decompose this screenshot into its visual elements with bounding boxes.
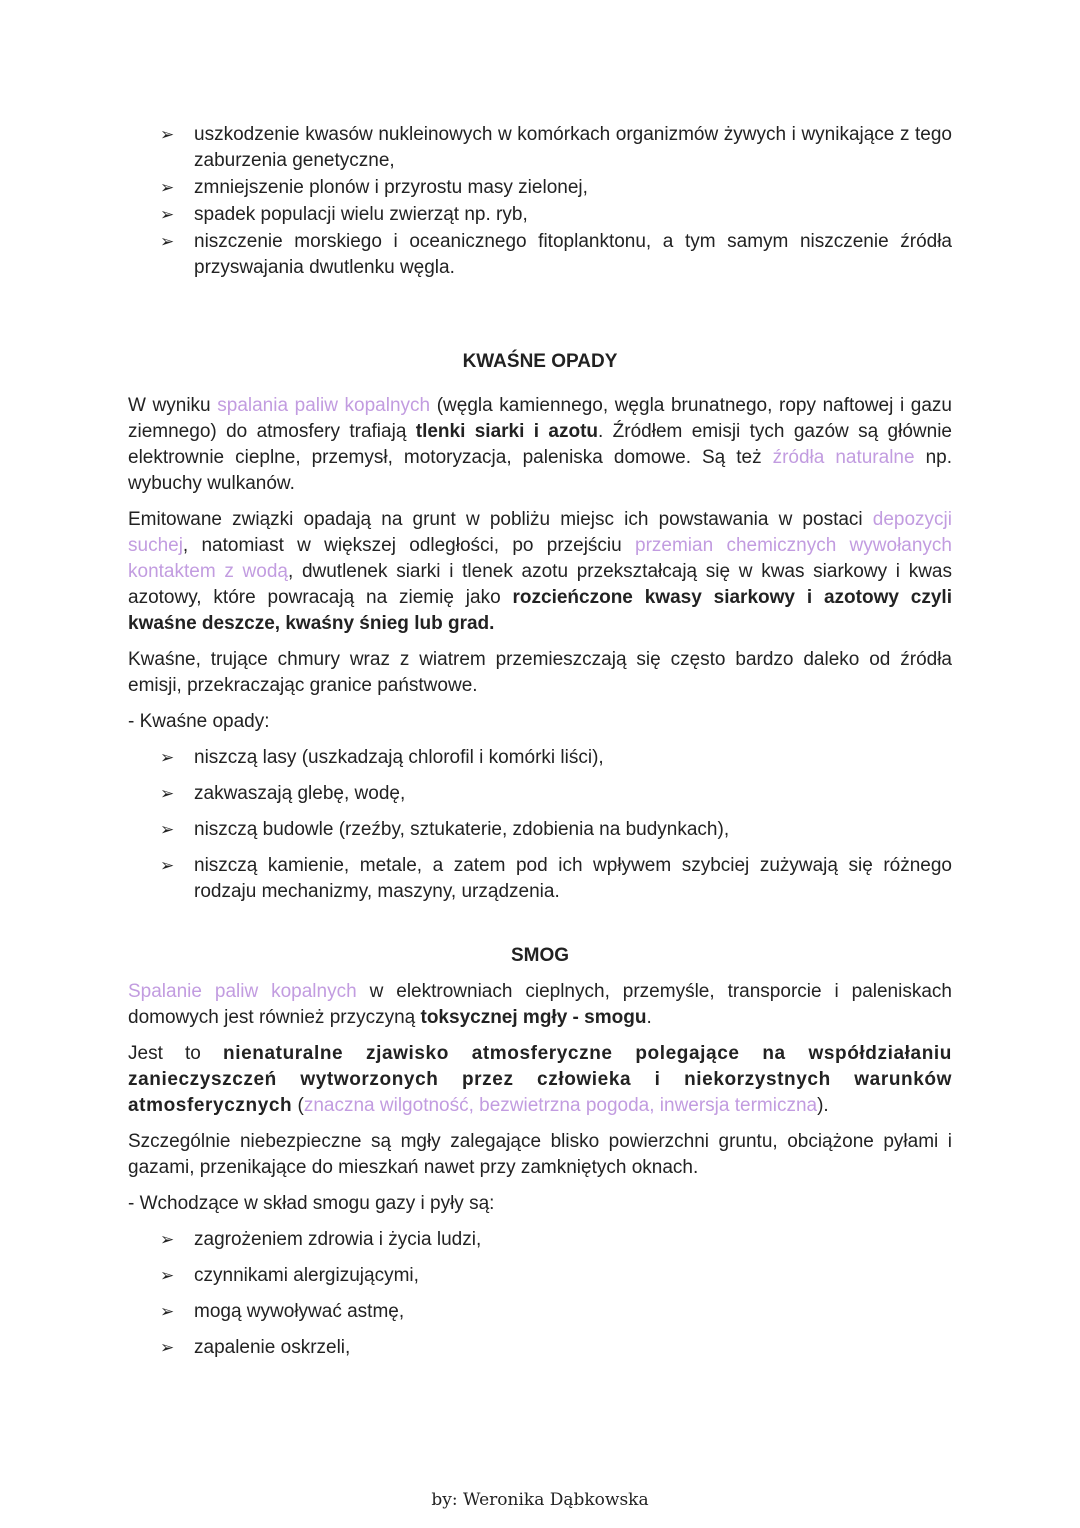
list-item: ➢ zagrożeniem zdrowia i życia ludzi, bbox=[128, 1227, 952, 1253]
list-item: ➢ uszkodzenie kwasów nukleinowych w komórkach organizmów żywych i wynikające z tego zaburzenia genetyczne, bbox=[128, 122, 952, 174]
smog-paragraph-1: Spalanie paliw kopalnych w elektrowniach cieplnych, przemyśle, transporcie i paleniskach domowych jest również przyczyną toksycznej mgły - smogu. bbox=[128, 981, 952, 1028]
smog-list-lead: - Wchodzące w skład smogu gazy i pyły są: bbox=[128, 1193, 495, 1214]
smog-paragraph-3: Szczególnie niebezpieczne są mgły zalegające blisko powierzchni gruntu, obciążone pyłami i gazami, przenikające do mieszkań nawet przy zamkniętych oknach. bbox=[128, 1131, 952, 1178]
list-item: ➢ mogą wywoływać astmę, bbox=[128, 1299, 952, 1325]
acid-paragraph-3: Kwaśne, trujące chmury wraz z wiatrem przemieszczają się często bardzo daleko od źródła emisji, przekraczając granice państwowe. bbox=[128, 649, 952, 696]
list-item: ➢ niszczenie morskiego i oceanicznego fitoplanktonu, a tym samym niszczenie źródła przyswajania dwutlenku węgla. bbox=[128, 229, 952, 281]
author-footer: by: Weronika Dąbkowska bbox=[431, 1490, 649, 1510]
smog-effects-list bbox=[128, 1227, 952, 1361]
list-item: ➢ zapalenie oskrzeli, bbox=[128, 1335, 952, 1361]
acid-list-lead: - Kwaśne opady: bbox=[128, 711, 270, 732]
acid-rain-heading: KWAŚNE OPADY bbox=[462, 351, 618, 372]
list-item: ➢ zmniejszenie plonów i przyrostu masy zielonej, bbox=[128, 175, 952, 201]
acid-paragraph-1: W wyniku spalania paliw kopalnych (węgla kamiennego, węgla brunatnego, ropy naftowej i gazu ziemnego) do atmosfery trafiają tlenki siarki i azotu. Źródłem emisji tych gazów są głównie elektrownie cieplne, przemysł, motoryzacja, paleniska domowe. Są też źródła naturalne np. wybuchy wulkanów. bbox=[128, 395, 952, 494]
acid-paragraph-2: Emitowane związki opadają na grunt w pobliżu miejsc ich powstawania w postaci depozycji suchej, natomiast w większej odległości, po przejściu przemian chemicznych wywołanych kontaktem z wodą, dwutlenek siarki i tlenek azotu przekształcają się w kwas siarkowy i kwas azotowy, które powracają na ziemię jako rozcieńczone kwasy siarkowy i azotowy czyli kwaśne deszcze, kwaśny śnieg lub grad. bbox=[128, 509, 952, 634]
intro-bullet-list bbox=[128, 122, 952, 281]
document-body bbox=[128, 122, 952, 1371]
acid-effects-list bbox=[128, 745, 952, 905]
list-item: ➢ niszczą budowle (rzeźby, sztukaterie, zdobienia na budynkach), bbox=[128, 817, 952, 843]
list-item: ➢ spadek populacji wielu zwierząt np. ryb, bbox=[128, 202, 952, 228]
list-item: ➢ zakwaszają glebę, wodę, bbox=[128, 781, 952, 807]
list-item: ➢ czynnikami alergizującymi, bbox=[128, 1263, 952, 1289]
list-item: ➢ niszczą kamienie, metale, a zatem pod ich wpływem szybciej zużywają się różnego rodzaju mechanizmy, maszyny, urządzenia. bbox=[128, 853, 952, 905]
smog-paragraph-2: Jest to nienaturalne zjawisko atmosferyczne polegające na współdziałaniu zanieczyszczeń wytworzonych przez człowieka i niekorzystnych warunków atmosferycznych (znaczna wilgotność, bezwietrzna pogoda, inwersja termiczna). bbox=[128, 1043, 952, 1116]
smog-heading: SMOG bbox=[510, 945, 570, 966]
list-item: ➢ niszczą lasy (uszkadzają chlorofil i komórki liści), bbox=[128, 745, 952, 771]
